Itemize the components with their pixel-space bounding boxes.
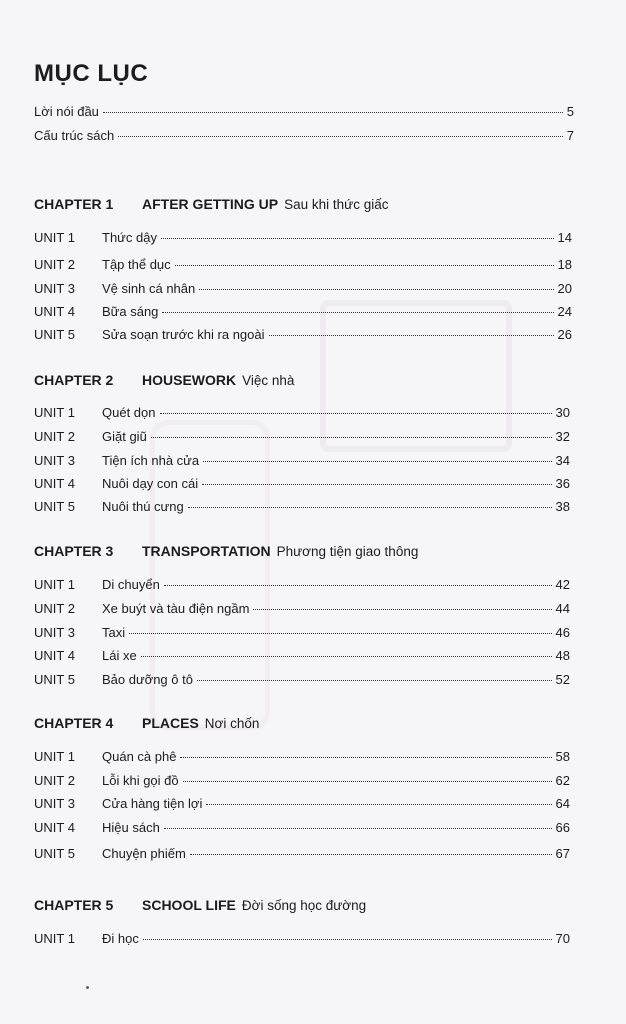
unit-label: Di chuyển	[102, 577, 160, 592]
unit-label: Vệ sinh cá nhân	[102, 281, 196, 296]
unit-number: UNIT 2	[34, 257, 75, 272]
chapter-number: CHAPTER 5	[34, 897, 114, 913]
unit-row[interactable]	[34, 748, 570, 766]
unit-label: Xe buýt và tàu điện ngầm	[102, 601, 250, 616]
unit-label: Taxi	[102, 625, 126, 640]
unit-row[interactable]	[34, 624, 570, 642]
chapter-number: CHAPTER 1	[34, 196, 114, 212]
dot-leader	[269, 335, 554, 336]
chapter-title-en: AFTER GETTING UP	[142, 196, 279, 212]
chapter-heading[interactable]	[34, 196, 388, 216]
unit-label: Tiện ích nhà cửa	[102, 453, 200, 468]
unit-row[interactable]	[34, 498, 570, 516]
page-title: MỤC LỤC	[34, 60, 149, 87]
unit-number: UNIT 1	[34, 577, 75, 592]
unit-number: UNIT 5	[34, 499, 75, 514]
unit-row[interactable]	[34, 452, 570, 470]
dot-leader	[103, 112, 563, 113]
unit-page: 34	[555, 453, 570, 468]
chapter-heading[interactable]	[34, 897, 366, 917]
chapter-title-en: HOUSEWORK	[142, 372, 237, 388]
dot-leader	[175, 265, 554, 266]
unit-row[interactable]	[34, 845, 570, 863]
dot-leader	[188, 507, 552, 508]
dot-leader	[202, 484, 551, 485]
chapter-number: CHAPTER 4	[34, 715, 114, 731]
unit-label: Bảo dưỡng ô tô	[102, 672, 193, 687]
unit-number: UNIT 4	[34, 476, 75, 491]
unit-page: 26	[557, 327, 572, 342]
unit-page: 32	[555, 429, 570, 444]
unit-number: UNIT 2	[34, 429, 75, 444]
unit-page: 18	[557, 257, 572, 272]
unit-page: 62	[555, 773, 570, 788]
unit-page: 44	[555, 601, 570, 616]
chapter-heading[interactable]	[34, 372, 294, 392]
chapter-heading[interactable]	[34, 543, 418, 563]
unit-page: 52	[555, 672, 570, 687]
unit-label: Lái xe	[102, 648, 137, 663]
unit-number: UNIT 2	[34, 601, 75, 616]
chapter-title-vi: Đời sống học đường	[241, 898, 367, 913]
unit-row[interactable]	[34, 600, 570, 618]
unit-number: UNIT 1	[34, 405, 75, 420]
unit-number: UNIT 5	[34, 327, 75, 342]
unit-number: UNIT 4	[34, 304, 75, 319]
unit-number: UNIT 2	[34, 773, 75, 788]
dot-leader	[206, 804, 551, 805]
dot-leader	[143, 939, 552, 940]
front-item[interactable]	[34, 103, 574, 121]
unit-row[interactable]	[34, 326, 572, 344]
unit-page: 58	[555, 749, 570, 764]
unit-label: Nuôi dạy con cái	[102, 476, 199, 491]
chapter-title-vi: Việc nhà	[242, 373, 295, 388]
unit-label: Tập thể dục	[102, 257, 171, 272]
unit-row[interactable]	[34, 303, 572, 321]
unit-number: UNIT 1	[34, 749, 75, 764]
unit-page: 48	[555, 648, 570, 663]
dot-leader	[151, 437, 552, 438]
chapter-title-en: PLACES	[142, 715, 199, 731]
chapter-number: CHAPTER 3	[34, 543, 114, 559]
chapter-heading[interactable]	[34, 715, 259, 735]
unit-label: Cửa hàng tiện lợi	[102, 796, 203, 811]
chapter-title-vi: Sau khi thức giấc	[284, 197, 389, 212]
unit-number: UNIT 4	[34, 648, 75, 663]
unit-page: 30	[555, 405, 570, 420]
dot-leader	[253, 609, 551, 610]
chapter-title-en: TRANSPORTATION	[142, 543, 271, 559]
unit-number: UNIT 5	[34, 846, 75, 861]
unit-number: UNIT 5	[34, 672, 75, 687]
unit-label: Thức dậy	[102, 230, 157, 245]
unit-label: Lỗi khi gọi đồ	[102, 773, 179, 788]
dot-leader	[199, 289, 553, 290]
unit-page: 42	[555, 577, 570, 592]
front-item[interactable]	[34, 127, 574, 145]
unit-row[interactable]	[34, 576, 570, 594]
unit-number: UNIT 3	[34, 281, 75, 296]
unit-row[interactable]	[34, 428, 570, 446]
unit-row[interactable]	[34, 404, 570, 422]
chapter-title-en: SCHOOL LIFE	[142, 897, 236, 913]
chapter-number: CHAPTER 2	[34, 372, 114, 388]
front-item-label: Lời nói đầu	[34, 104, 99, 119]
dot-leader	[180, 757, 551, 758]
unit-label: Chuyện phiếm	[102, 846, 186, 861]
unit-page: 70	[555, 931, 570, 946]
dot-leader	[203, 461, 551, 462]
unit-label: Sửa soạn trước khi ra ngoài	[102, 327, 265, 342]
unit-number: UNIT 1	[34, 931, 75, 946]
unit-page: 24	[557, 304, 572, 319]
dot-leader	[160, 413, 552, 414]
unit-number: UNIT 3	[34, 453, 75, 468]
unit-page: 67	[555, 846, 570, 861]
unit-row[interactable]	[34, 671, 570, 689]
unit-row[interactable]	[34, 229, 572, 247]
dot-leader	[162, 312, 553, 313]
unit-page: 64	[555, 796, 570, 811]
unit-row[interactable]	[34, 795, 570, 813]
unit-row[interactable]	[34, 280, 572, 298]
unit-label: Hiệu sách	[102, 820, 160, 835]
unit-row[interactable]	[34, 772, 570, 790]
unit-row[interactable]	[34, 475, 570, 493]
dot-leader	[183, 781, 552, 782]
unit-row[interactable]	[34, 930, 570, 948]
unit-page: 46	[555, 625, 570, 640]
unit-label: Quét dọn	[102, 405, 156, 420]
unit-number: UNIT 4	[34, 820, 75, 835]
dot-leader	[129, 633, 551, 634]
unit-number: UNIT 3	[34, 796, 75, 811]
unit-row[interactable]	[34, 256, 572, 274]
unit-page: 38	[555, 499, 570, 514]
unit-label: Quán cà phê	[102, 749, 177, 764]
dot-leader	[164, 828, 552, 829]
front-item-page: 5	[566, 104, 574, 119]
front-item-page: 7	[566, 128, 574, 143]
unit-label: Giặt giũ	[102, 429, 147, 444]
unit-number: UNIT 3	[34, 625, 75, 640]
chapter-title-vi: Nơi chốn	[204, 716, 260, 731]
unit-row[interactable]	[34, 819, 570, 837]
chapter-title-vi: Phương tiện giao thông	[276, 544, 419, 559]
unit-label: Bữa sáng	[102, 304, 159, 319]
print-speck	[86, 986, 89, 989]
dot-leader	[164, 585, 552, 586]
front-item-label: Cấu trúc sách	[34, 128, 115, 143]
dot-leader	[190, 854, 552, 855]
unit-page: 36	[555, 476, 570, 491]
unit-page: 20	[557, 281, 572, 296]
dot-leader	[118, 136, 563, 137]
unit-label: Đi học	[102, 931, 139, 946]
unit-page: 14	[557, 230, 572, 245]
unit-label: Nuôi thú cưng	[102, 499, 184, 514]
unit-page: 66	[555, 820, 570, 835]
unit-row[interactable]	[34, 647, 570, 665]
dot-leader	[141, 656, 552, 657]
unit-number: UNIT 1	[34, 230, 75, 245]
dot-leader	[161, 238, 554, 239]
dot-leader	[197, 680, 552, 681]
